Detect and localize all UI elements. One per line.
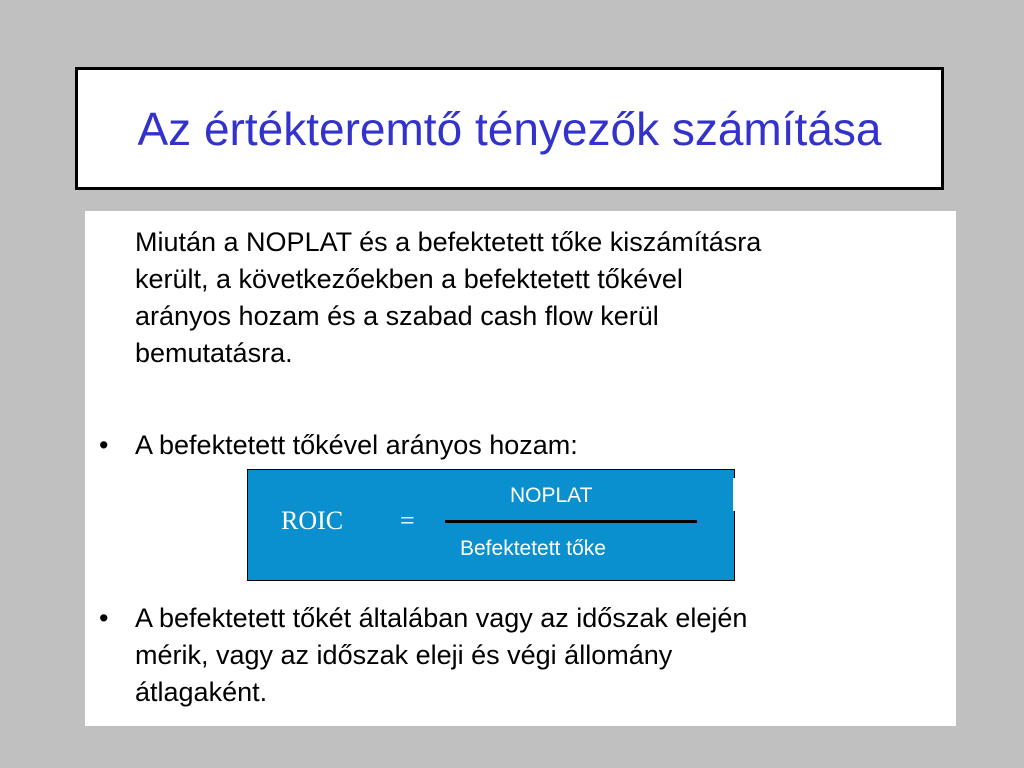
slide-title: Az értékteremtő tényezők számítása bbox=[137, 102, 882, 155]
bullet-icon: • bbox=[99, 430, 109, 460]
intro-line: bemutatásra. bbox=[135, 338, 293, 368]
bullet-text-line: átlagaként. bbox=[135, 677, 268, 707]
bullet-item-roic bbox=[99, 427, 935, 464]
bullet-item-capital bbox=[99, 600, 935, 711]
intro-line: Miután a NOPLAT és a befektetett tőke kiszámításra bbox=[135, 227, 762, 257]
bullet-icon: • bbox=[99, 603, 109, 633]
formula-box-notch bbox=[733, 478, 739, 511]
bullet-text-line: A befektetett tőkét általában vagy az időszak elején bbox=[135, 603, 748, 633]
bullet-text: A befektetett tőkével arányos hozam: bbox=[135, 430, 578, 460]
intro-paragraph bbox=[135, 224, 935, 372]
formula-lhs: ROIC bbox=[281, 506, 344, 535]
intro-line: arányos hozam és a szabad cash flow kerül bbox=[135, 301, 659, 331]
roic-formula-box bbox=[247, 469, 735, 581]
bullet-text-line: mérik, vagy az időszak eleji és végi állomány bbox=[135, 640, 673, 670]
formula-denominator: Befektetett tőke bbox=[460, 537, 606, 560]
formula-equals: = bbox=[400, 506, 415, 535]
formula-numerator: NOPLAT bbox=[510, 484, 593, 507]
fraction-line bbox=[445, 520, 697, 523]
intro-line: került, a következőekben a befektetett tőkével bbox=[135, 264, 683, 294]
title-box bbox=[75, 67, 944, 190]
